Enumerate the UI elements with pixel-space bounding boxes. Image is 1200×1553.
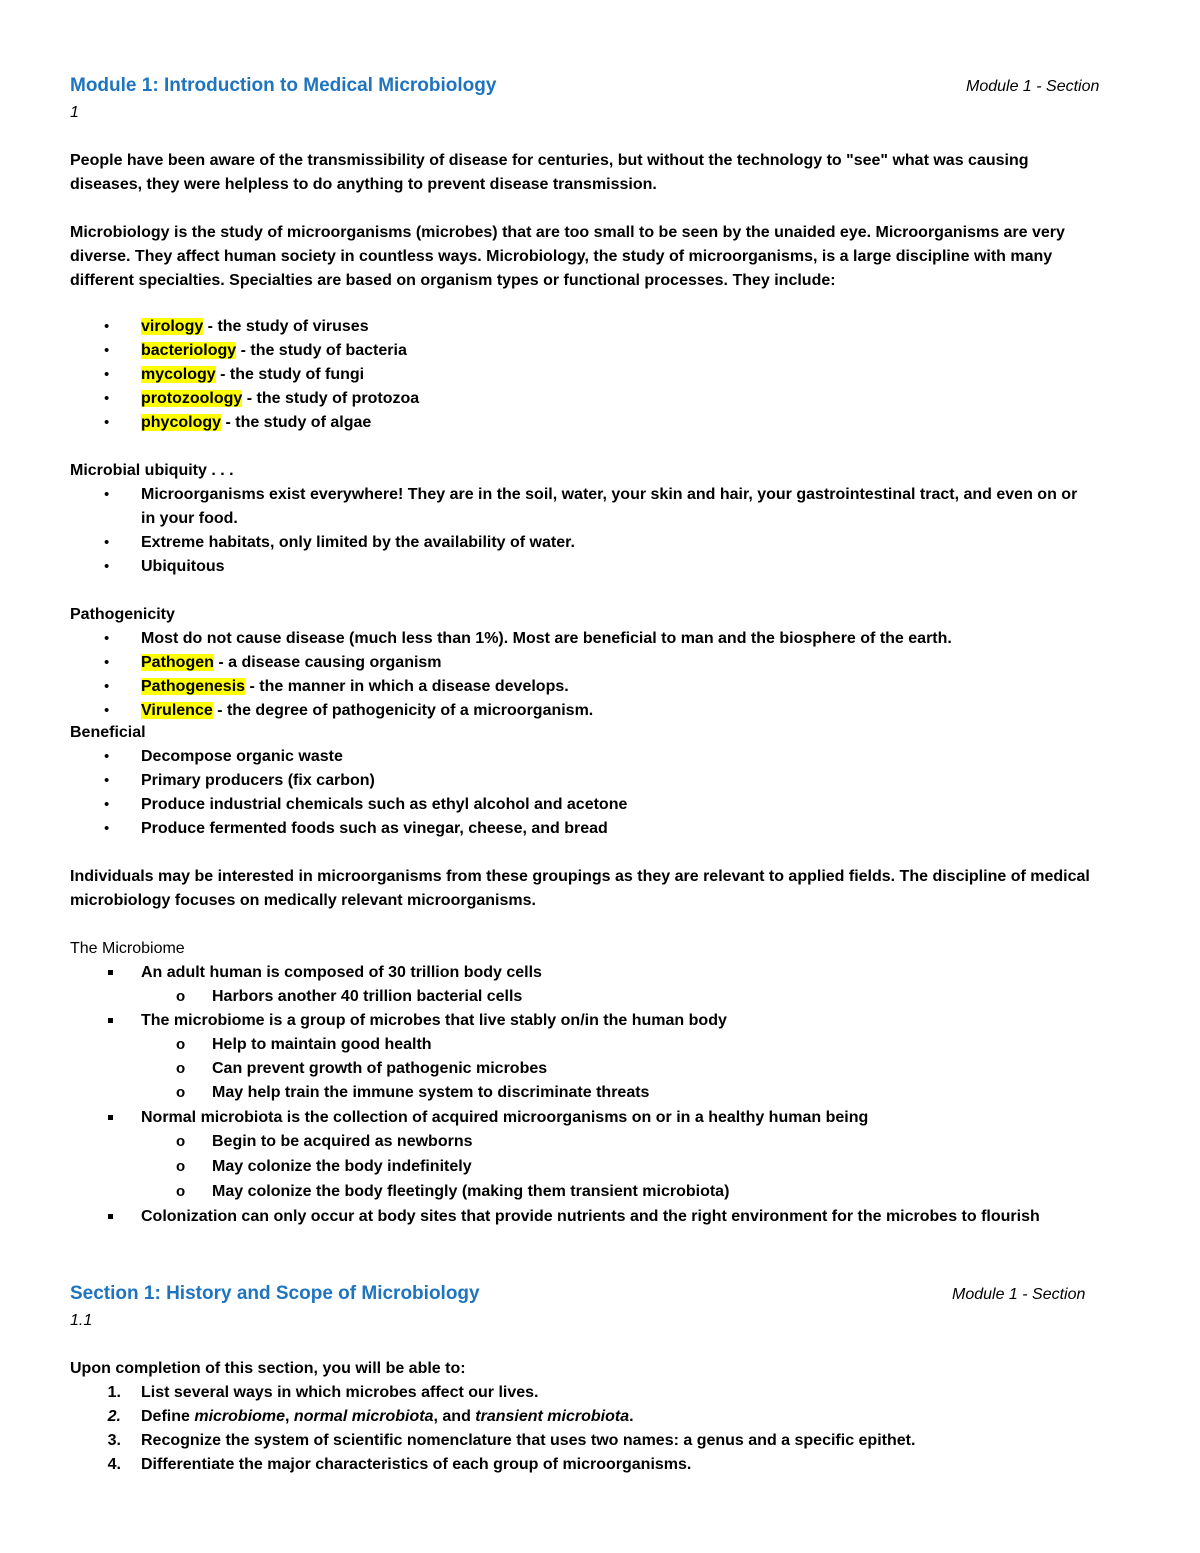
intro-paragraph-1-line-2: diseases, they were helpless to do anything to prevent disease transmission. [70,176,657,193]
bullet-marker: • [104,796,110,813]
bullet-marker: • [104,390,110,407]
objectives-intro: Upon completion of this section, you will be able to: [70,1360,466,1377]
term-definition: - the study of protozoa [242,390,420,407]
list-item: The microbiome is a group of microbes that live stably on/in the human body [141,1012,727,1029]
sub-bullet-marker: o [176,1060,186,1077]
bullet-marker: • [104,318,110,335]
intro-paragraph-2-line-2: diverse. They affect human society in countless ways. Microbiology, the study of microorganisms, is a large discipline with many [70,248,1053,265]
square-bullet-icon [108,1018,113,1023]
bullet-marker: • [104,702,110,719]
bullet-marker: • [104,678,110,695]
bullet-marker: • [104,558,110,575]
highlighted-term: Pathogen [141,654,214,671]
intro-paragraph-2-line-3: different specialties. Specialties are based on organism types or functional processes. They include: [70,272,836,289]
ubiquity-heading: Microbial ubiquity . . . [70,462,234,479]
objective-item: Differentiate the major characteristics of each group of microorganisms. [141,1456,692,1473]
term-definition: - the study of fungi [215,366,365,383]
sub-list-item: Can prevent growth of pathogenic microbes [212,1060,548,1077]
objective-text: Define [141,1408,195,1425]
sub-list-item: May help train the immune system to discriminate threats [212,1084,650,1101]
highlighted-term: Virulence [141,702,213,719]
bullet-marker: • [104,630,110,647]
list-item [141,675,569,699]
list-item-continuation: in your food. [141,510,238,527]
sub-list-item: Begin to be acquired as newborns [212,1133,473,1150]
beneficial-heading: Beneficial [70,724,146,741]
list-item: An adult human is composed of 30 trillion body cells [141,964,542,981]
list-item: Produce fermented foods such as vinegar, cheese, and bread [141,820,608,837]
module-header-number: 1 [70,104,79,121]
applied-paragraph-line-2: microbiology focuses on medically relevant microorganisms. [70,892,536,909]
section-header-number: 1.1 [70,1312,93,1329]
microbiome-heading: The Microbiome [70,940,185,957]
bullet-marker: • [104,486,110,503]
highlighted-term: Pathogenesis [141,678,246,695]
bullet-marker: • [104,342,110,359]
sub-bullet-marker: o [176,1084,186,1101]
sub-bullet-marker: o [176,1036,186,1053]
sub-list-item: May colonize the body fleetingly (making them transient microbiota) [212,1183,730,1200]
bullet-marker: • [104,366,110,383]
sub-bullet-marker: o [176,1133,186,1150]
list-item [141,651,442,675]
term-definition: - the study of viruses [203,318,369,335]
list-item [141,339,407,363]
intro-paragraph-1-line-1: People have been aware of the transmissibility of disease for centuries, but without the technology to "see" what was causing [70,152,1029,169]
sub-list-item: Harbors another 40 trillion bacterial cells [212,988,523,1005]
sub-bullet-marker: o [176,1158,186,1175]
term-definition: - the study of algae [221,414,372,431]
list-item: Decompose organic waste [141,748,343,765]
term-definition: - a disease causing organism [213,654,442,671]
highlighted-term: virology [141,318,204,335]
bullet-marker: • [104,534,110,551]
italic-term: microbiome [194,1408,286,1425]
list-item: Produce industrial chemicals such as ethyl alcohol and acetone [141,796,628,813]
module-header-right: Module 1 - Section [966,78,1100,95]
list-item: Most do not cause disease (much less than 1%). Most are beneficial to man and the biosphere of the earth. [141,630,952,647]
section-header-right: Module 1 - Section [952,1286,1086,1303]
objective-number: 2. [107,1408,121,1425]
sub-list-item: May colonize the body indefinitely [212,1158,472,1175]
list-item [141,315,369,339]
list-item: Extreme habitats, only limited by the availability of water. [141,534,575,551]
list-item [141,387,419,411]
bullet-marker: • [104,414,110,431]
list-item: Colonization can only occur at body sites that provide nutrients and the right environment for the microbes to flourish [141,1208,1040,1225]
section-title: Section 1: History and Scope of Microbiology [70,1283,480,1304]
objective-number: 1. [107,1384,121,1401]
highlighted-term: phycology [141,414,222,431]
bullet-marker: • [104,654,110,671]
sub-bullet-marker: o [176,988,186,1005]
square-bullet-icon [108,970,113,975]
italic-term: normal microbiota [293,1408,434,1425]
sub-bullet-marker: o [176,1183,186,1200]
objective-text: , [285,1408,294,1425]
list-item: Normal microbiota is the collection of acquired microorganisms on or in a healthy human being [141,1109,869,1126]
highlighted-term: protozoology [141,390,243,407]
highlighted-term: bacteriology [141,342,237,359]
objective-item: Recognize the system of scientific nomenclature that uses two names: a genus and a specific epithet. [141,1432,916,1449]
list-item: Ubiquitous [141,558,225,575]
module-title: Module 1: Introduction to Medical Microbiology [70,75,497,96]
intro-paragraph-2-line-1: Microbiology is the study of microorganisms (microbes) that are too small to be seen by the unaided eye. Microorganisms are very [70,224,1065,241]
bullet-marker: • [104,820,110,837]
term-definition: - the degree of pathogenicity of a microorganism. [212,702,594,719]
list-item [141,699,593,723]
objective-text: . [629,1408,634,1425]
objective-number: 3. [107,1432,121,1449]
objective-item [141,1405,634,1429]
square-bullet-icon [108,1214,113,1219]
objective-text: , and [433,1408,476,1425]
bullet-marker: • [104,748,110,765]
italic-term: transient microbiota [475,1408,630,1425]
term-definition: - the study of bacteria [236,342,407,359]
term-definition: - the manner in which a disease develops. [245,678,569,695]
square-bullet-icon [108,1115,113,1120]
list-item: Primary producers (fix carbon) [141,772,375,789]
applied-paragraph-line-1: Individuals may be interested in microorganisms from these groupings as they are relevant to applied fields. The discipline of medical [70,868,1090,885]
list-item [141,363,364,387]
highlighted-term: mycology [141,366,216,383]
list-item: Microorganisms exist everywhere! They are in the soil, water, your skin and hair, your gastrointestinal tract, and even on or [141,486,1078,503]
bullet-marker: • [104,772,110,789]
objective-number: 4. [107,1456,121,1473]
list-item [141,411,371,435]
pathogenicity-heading: Pathogenicity [70,606,175,623]
sub-list-item: Help to maintain good health [212,1036,432,1053]
objective-item: List several ways in which microbes affect our lives. [141,1384,539,1401]
